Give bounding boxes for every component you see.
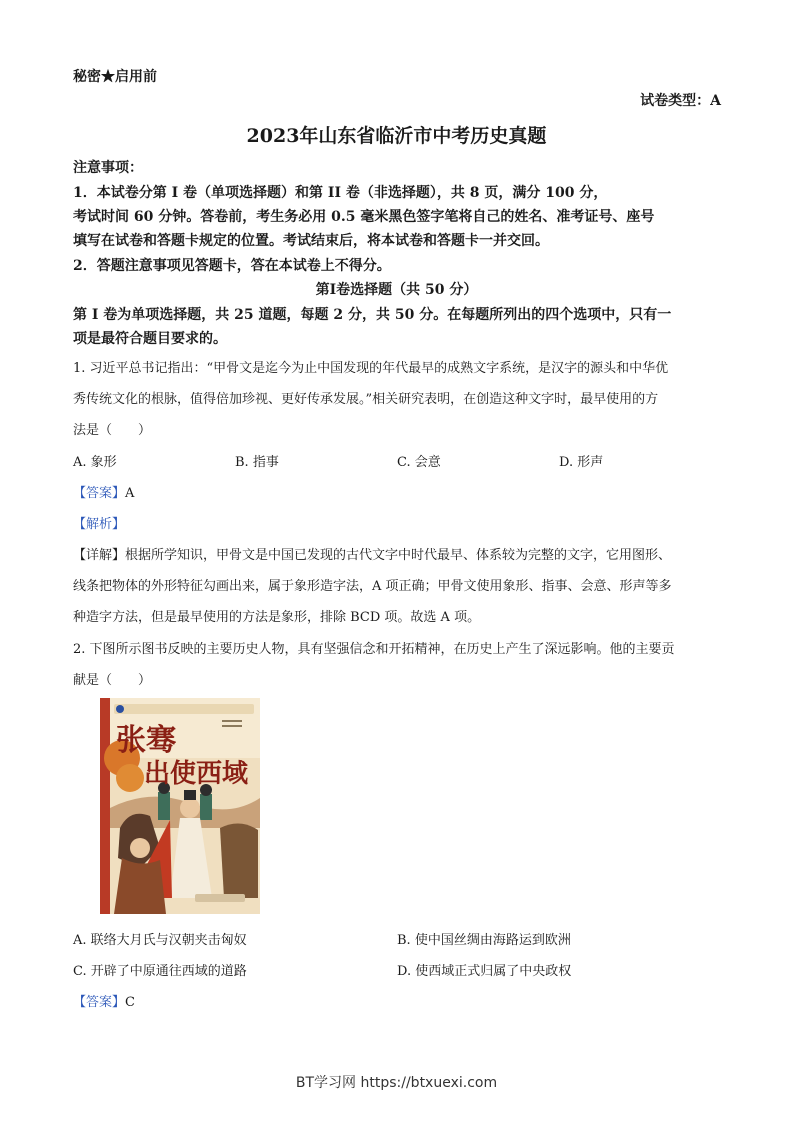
q1-stem: 法是（ ） [73,423,152,438]
detail-text: 根据所学知识，甲骨文是中国已发现的古代文字中时代最早、体系较为完整的文字，它用图形、 [125,548,672,563]
answer-tag: 【答案】 [73,995,126,1010]
q1-option-b: B. 指事 [235,455,279,470]
q2-stem: 献是（ ） [73,673,152,688]
notice-line: 填写在试卷和答题卡规定的位置。考试结束后，将本试卷和答题卡一并交回。 [73,233,549,249]
answer-tag: 【答案】 [73,486,126,501]
detail-tag: 【详解】 [73,548,126,563]
footer-watermark: BT学习网 https://btxuexi.com [295,1075,498,1091]
soldier-figure [158,792,170,820]
author-mark [222,725,242,727]
front-figure-head [130,838,150,858]
series-band [114,704,254,714]
q2-option-b: B. 使中国丝绸由海路运到欧洲 [397,933,571,948]
q1-stem: 1. 习近平总书记指出：“甲骨文是迄今为止中国发现的年代最早的成熟文字系统，是汉字的源头和中华优 [73,361,669,376]
series-logo-icon [116,705,124,713]
answer-value: C [125,995,135,1010]
q1-detail-line: 种造字方法，但是最早使用的方法是象形，排除 BCD 项。故选 A 项。 [73,610,481,625]
q1-option-d: D. 形声 [559,455,604,470]
secret-label: 秘密★启用前 [73,69,157,85]
paper-type: 试卷类型：A [640,93,721,109]
notice-heading: 注意事项： [73,160,143,176]
notice-line: 1．本试卷分第 I 卷（单项选择题）和第 II 卷（非选择题），共 8 页，满分 100 分， [73,185,608,201]
q1-stem: 秀传统文化的根脉，值得倍加珍视、更好传承发展。”相关研究表明，在创造这种文字时，最早使用的方 [73,392,659,407]
main-figure-head [180,798,200,818]
publisher-mark [195,894,245,902]
q1-detail [73,544,671,563]
main-figure-hat [184,790,196,800]
notice-line: 考试时间 60 分钟。答卷前，考生务必用 0.5 毫米黑色签字笔将自己的姓名、准考证号、座号 [73,209,655,225]
q2-answer [73,991,135,1010]
tree-icon [116,764,144,792]
q2-option-c: C. 开辟了中原通往西域的道路 [73,964,247,979]
notice-line: 2．答题注意事项见答题卡，答在本试卷上不得分。 [73,258,391,274]
horseman-figure [220,823,258,898]
author-mark [222,720,242,722]
book-spine [100,698,110,914]
q2-option-d: D. 使西域正式归属了中央政权 [397,964,572,979]
q2-stem: 2. 下图所示图书反映的主要历史人物，具有坚强信念和开拓精神，在历史上产生了深远影响。他的主要贡 [73,642,675,657]
answer-value: A [125,486,135,501]
book-title-line2: 出使西域 [144,759,249,789]
book-cover-image [100,698,260,914]
q1-detail-line: 线条把物体的外形特征勾画出来，属于象形造字法，A 项正确；甲骨文使用象形、指事、会意、形声等多 [73,579,672,594]
q1-analysis-tag: 【解析】 [73,517,126,532]
section-intro: 第 I 卷为单项选择题，共 25 道题，每题 2 分，共 50 分。在每题所列出的四个选项中，只有一 [73,307,672,323]
book-cover-illustration [100,698,260,914]
section-intro: 项是最符合题目要求的。 [73,331,227,347]
section-title: 第Ⅰ卷选择题（共 50 分） [315,282,478,298]
q1-option-a: A. 象形 [73,455,117,470]
q1-answer [73,482,134,501]
book-title-line1: 张骞 [116,723,176,758]
q2-option-a: A. 联络大月氏与汉朝夹击匈奴 [73,933,247,948]
soldier-figure [200,794,212,820]
page-title: 2023年山东省临沂市中考历史真题 [246,125,547,147]
q1-option-c: C. 会意 [397,455,441,470]
front-figure-body [114,858,166,914]
